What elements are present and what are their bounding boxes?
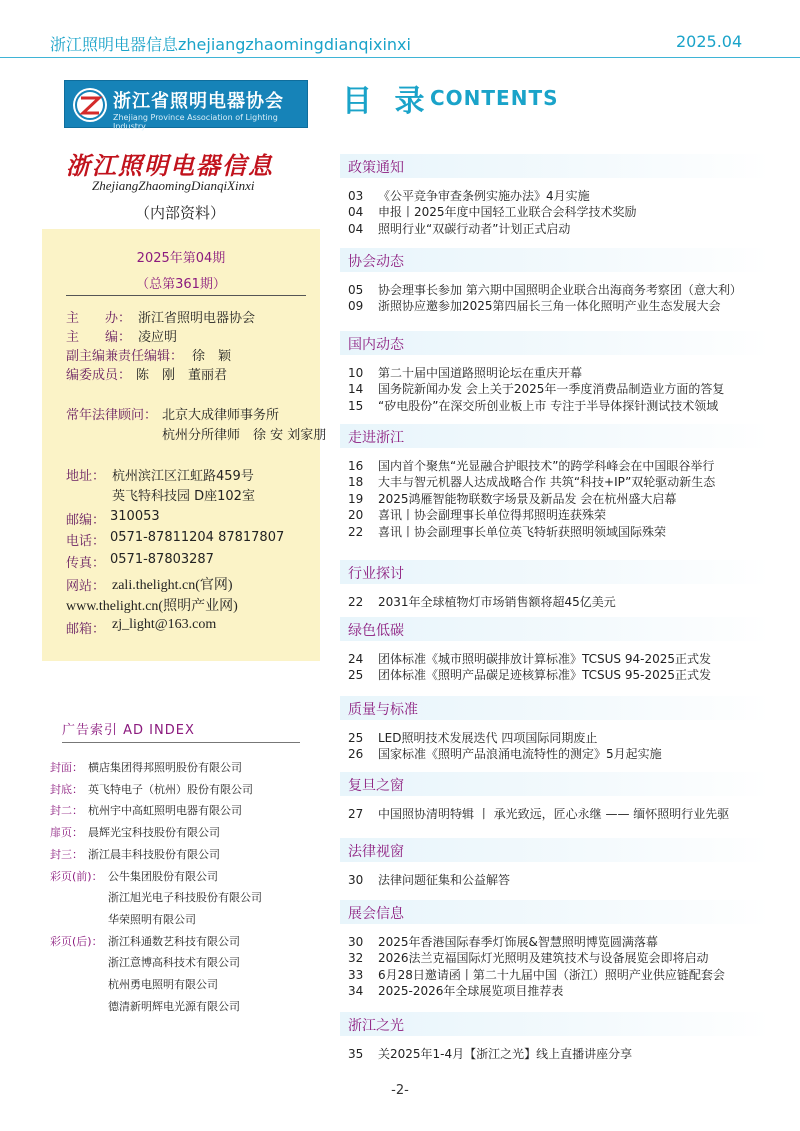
toc-entry-page: 03 (348, 189, 364, 203)
legal-counsel-label: 常年法律顾问： (66, 408, 158, 423)
toc-entry[interactable] (348, 1045, 632, 1062)
ad-index-advertiser: 杭州勇电照明有限公司 (108, 978, 218, 991)
toc-section-title: 绿色低碳 (348, 623, 404, 639)
ad-index-title: 广告索引 AD INDEX (62, 723, 195, 738)
toc-entry-page: 22 (348, 524, 364, 539)
ad-index-divider (62, 742, 300, 743)
deputy-editor-value: 徐 颖 (192, 349, 232, 364)
postcode-label: 邮编： (66, 513, 106, 528)
toc-entry[interactable] (348, 966, 725, 983)
phone-value: 0571-87811204 87817807 (110, 530, 285, 545)
toc-entry[interactable] (348, 982, 563, 999)
toc-entry[interactable] (348, 523, 666, 540)
toc-section-title: 浙江之光 (348, 1018, 404, 1034)
total-issue-number: （总第361期） (136, 277, 226, 292)
header-divider (0, 57, 800, 58)
toc-entry[interactable] (348, 666, 711, 683)
email-value[interactable]: zj_light@163.com (112, 617, 217, 632)
toc-entry-page: 09 (348, 299, 364, 314)
toc-section-header (340, 1012, 770, 1036)
toc-entry[interactable] (348, 933, 658, 950)
toc-entry-title: 照明行业“双碳行动者”计划正式启动 (378, 221, 571, 236)
postcode-value: 310053 (110, 509, 160, 524)
fax-value: 0571-87803287 (110, 552, 214, 567)
toc-entry[interactable] (348, 187, 590, 204)
toc-entry[interactable] (348, 297, 721, 314)
toc-entry-page: 04 (348, 205, 364, 220)
toc-entry-title: 2025-2026年全球展览项目推荐表 (378, 984, 564, 999)
toc-entry-title: 关2025年1-4月【浙江之光】线上直播讲座分享 (378, 1047, 633, 1061)
toc-entry[interactable] (348, 457, 714, 474)
magazine-pinyin: ZhejiangZhaomingDianqiXinxi (92, 178, 255, 193)
sponsor-label: 主 办： (66, 311, 132, 326)
address-label: 地址： (66, 469, 106, 484)
association-logo (64, 80, 308, 131)
toc-entry-page: 25 (348, 668, 364, 683)
toc-entry[interactable] (348, 220, 570, 237)
toc-entry-title: 2025年香港国际春季灯饰展&智慧照明博览圆满落幕 (378, 935, 658, 949)
ad-index-label: 彩页(后)： (50, 935, 103, 948)
website-official[interactable]: zali.thelight.cn(官网) (112, 578, 233, 593)
toc-entry-title: 浙照协应邀参加2025第四届长三角一体化照明产业生态发展大会 (378, 299, 721, 314)
toc-entry-title: LED照明技术发展迭代 四项国际同期废止 (378, 731, 598, 745)
email-label: 邮箱： (66, 622, 106, 637)
toc-entry-page: 04 (348, 221, 364, 236)
ad-index-label: 封二： (50, 804, 83, 817)
website-industry[interactable]: www.thelight.cn(照明产业网) (66, 599, 238, 614)
toc-section-header (340, 424, 770, 448)
address-line-2: 英飞特科技园 D座102室 (112, 489, 255, 504)
toc-entry-page: 27 (348, 807, 364, 821)
toc-section-title: 行业探讨 (348, 566, 404, 582)
toc-section-title: 展会信息 (348, 906, 404, 922)
toc-entry-page: 19 (348, 491, 364, 506)
toc-entry[interactable] (348, 805, 729, 822)
toc-entry-page: 34 (348, 984, 364, 999)
association-name-en: Zhejiang Province Association of Lighting Industry (113, 113, 278, 131)
ad-index-label: 封三： (50, 848, 83, 861)
toc-section-title: 复旦之窗 (348, 778, 404, 794)
toc-entry-page: 24 (348, 652, 364, 666)
toc-entry[interactable] (348, 729, 597, 746)
ad-index-advertiser: 晨辉光宝科技股份有限公司 (88, 826, 220, 839)
ad-index-advertiser: 公牛集团股份有限公司 (108, 870, 218, 883)
phone-label: 电话： (66, 534, 106, 549)
toc-section-header (340, 331, 770, 355)
issue-number: 2025年第04期 (136, 251, 226, 266)
publication-info-box (42, 229, 327, 661)
toc-entry-title: 喜讯丨协会副理事长单位得邦照明连获殊荣 (378, 508, 607, 523)
ad-index-label: 彩页(前)： (50, 870, 103, 883)
toc-entry[interactable] (348, 871, 510, 888)
toc-entry-page: 33 (348, 967, 364, 982)
toc-entry-title: 大丰与智元机器人达成战略合作 共筑“科技+IP”双轮驱动新生态 (378, 475, 716, 490)
toc-entry-title: 国家标准《照明产品浪涌电流特性的测定》5月起实施 (378, 747, 662, 762)
website-label: 网站： (66, 579, 106, 594)
page-number: -2- (391, 1083, 409, 1098)
toc-entry[interactable] (348, 397, 718, 414)
legal-counsel-lawyers: 杭州分所律师 徐 安 刘家朋 (162, 428, 327, 443)
toc-entry-page: 30 (348, 873, 364, 887)
toc-entry-page: 25 (348, 731, 364, 745)
toc-heading-en: CONTENTS (430, 86, 559, 110)
toc-entry-title: 国内首个聚焦“光显融合护眼技术”的跨学科峰会在中国眼谷举行 (378, 459, 715, 473)
association-emblem-icon (71, 86, 109, 124)
fax-label: 传真： (66, 556, 106, 571)
toc-entry-title: 协会理事长参加 第六期中国照明企业联合出海商务考察团（意大利） (378, 283, 742, 297)
address-line-1: 杭州滨江区江虹路459号 (112, 469, 254, 484)
toc-entry-page: 10 (348, 366, 364, 380)
ad-index-advertiser: 浙江意博高科技术有限公司 (108, 956, 240, 969)
toc-section-title: 质量与标准 (348, 702, 418, 718)
toc-entry-page: 18 (348, 475, 364, 490)
toc-entry-title: 2031年全球植物灯市场销售额将超45亿美元 (378, 595, 616, 609)
ad-index-advertiser: 华荣照明有限公司 (108, 913, 196, 926)
toc-entry-page: 32 (348, 951, 364, 966)
toc-entry[interactable] (348, 745, 662, 762)
toc-entry[interactable] (348, 949, 709, 966)
running-header-date: 2025.04 (676, 32, 743, 51)
toc-entry-title: 《公平竞争审查条例实施办法》4月实施 (378, 189, 590, 203)
toc-entry[interactable] (348, 506, 606, 523)
ad-index-label: 封底： (50, 783, 83, 796)
toc-section-header (340, 900, 770, 924)
toc-entry-page: 16 (348, 459, 364, 473)
running-header-title: 浙江照明电器信息zhejiangzhaomingdianqixinxi (50, 35, 411, 54)
toc-entry[interactable] (348, 380, 724, 397)
toc-section-header (340, 560, 770, 584)
toc-entry[interactable] (348, 203, 637, 220)
toc-entry-title: 中国照协清明特辑 丨 承光致远，匠心永继 —— 缅怀照明行业先驱 (378, 807, 730, 821)
toc-section-header (340, 154, 770, 178)
toc-entry-title: 国务院新闻办发 会上关于2025年一季度消费品制造业方面的答复 (378, 382, 725, 397)
toc-entry-page: 30 (348, 935, 364, 949)
toc-entry[interactable] (348, 364, 582, 381)
toc-entry[interactable] (348, 473, 715, 490)
ad-index-label: 扉页： (50, 826, 83, 839)
magazine-title: 浙江照明电器信息 (66, 151, 274, 180)
toc-section-header (340, 838, 770, 862)
toc-entry-page: 22 (348, 595, 364, 609)
toc-entry-page: 35 (348, 1047, 364, 1061)
toc-entry-title: “矽电股份”在深交所创业板上市 专注于半导体探针测试技术领域 (378, 398, 719, 413)
toc-entry-title: 团体标准《照明产品碳足迹核算标准》TCSUS 95-2025正式发 (378, 668, 711, 683)
ad-index-advertiser: 杭州宇中高虹照明电器有限公司 (88, 804, 242, 817)
toc-entry[interactable] (348, 593, 616, 610)
editor-value: 凌应明 (138, 330, 178, 345)
ad-index-advertiser: 浙江晨丰科技股份有限公司 (88, 848, 220, 861)
toc-section-header (340, 248, 770, 272)
toc-entry[interactable] (348, 650, 711, 667)
toc-entry-title: 第二十届中国道路照明论坛在重庆开幕 (378, 366, 583, 380)
toc-entry[interactable] (348, 281, 742, 298)
toc-section-header (340, 772, 770, 796)
association-name-cn: 浙江省照明电器协会 (113, 91, 284, 112)
toc-section-title: 法律视窗 (348, 844, 404, 860)
toc-section-title: 协会动态 (348, 254, 404, 270)
info-divider (66, 295, 306, 296)
ad-index-advertiser: 英飞特电子（杭州）股份有限公司 (88, 783, 253, 796)
board-label: 编委成员： (66, 368, 132, 383)
ad-index-advertiser: 德清新明辉电光源有限公司 (108, 1000, 240, 1013)
board-value: 陈 刚 董丽君 (136, 368, 228, 383)
ad-index-advertiser: 浙江旭光电子科技股份有限公司 (108, 891, 262, 904)
ad-index-label: 封面： (50, 761, 83, 774)
toc-section-header (340, 696, 770, 720)
toc-entry-title: 喜讯丨协会副理事长单位英飞特斩获照明领域国际殊荣 (378, 524, 667, 539)
toc-entry-title: 申报丨2025年度中国轻工业联合会科学技术奖励 (378, 205, 637, 220)
toc-entry-title: 2026法兰克福国际灯光照明及建筑技术与设备展览会即将启动 (378, 951, 709, 966)
legal-counsel-firm: 北京大成律师事务所 (162, 408, 280, 423)
toc-section-title: 走进浙江 (348, 430, 404, 446)
toc-entry-title: 6月28日邀请函丨第二十九届中国（浙江）照明产业供应链配套会 (378, 967, 725, 982)
toc-entry-page: 20 (348, 508, 364, 523)
ad-index-advertiser: 浙江科通数艺科技有限公司 (108, 935, 240, 948)
toc-entry-page: 14 (348, 382, 364, 397)
toc-section-title: 政策通知 (348, 160, 404, 176)
toc-entry-page: 15 (348, 398, 364, 413)
toc-section-header (340, 617, 770, 641)
toc-entry-title: 法律问题征集和公益解答 (378, 873, 511, 887)
toc-section-title: 国内动态 (348, 337, 404, 353)
toc-entry-title: 2025鸿雁智能物联数字场景及新品发 会在杭州盛大启幕 (378, 491, 677, 506)
editor-label: 主 编： (66, 330, 132, 345)
toc-entry[interactable] (348, 490, 676, 507)
sponsor-value: 浙江省照明电器协会 (138, 311, 256, 326)
toc-entry-page: 26 (348, 747, 364, 762)
toc-heading-cn: 目 录 (342, 84, 431, 119)
toc-entry-title: 团体标准《城市照明碳排放计算标准》TCSUS 94-2025正式发 (378, 652, 711, 666)
internal-material-label: （内部资料） (135, 204, 226, 222)
ad-index-advertiser: 横店集团得邦照明股份有限公司 (88, 761, 242, 774)
toc-entry-page: 05 (348, 283, 364, 297)
deputy-editor-label: 副主编兼责任编辑： (66, 349, 184, 364)
